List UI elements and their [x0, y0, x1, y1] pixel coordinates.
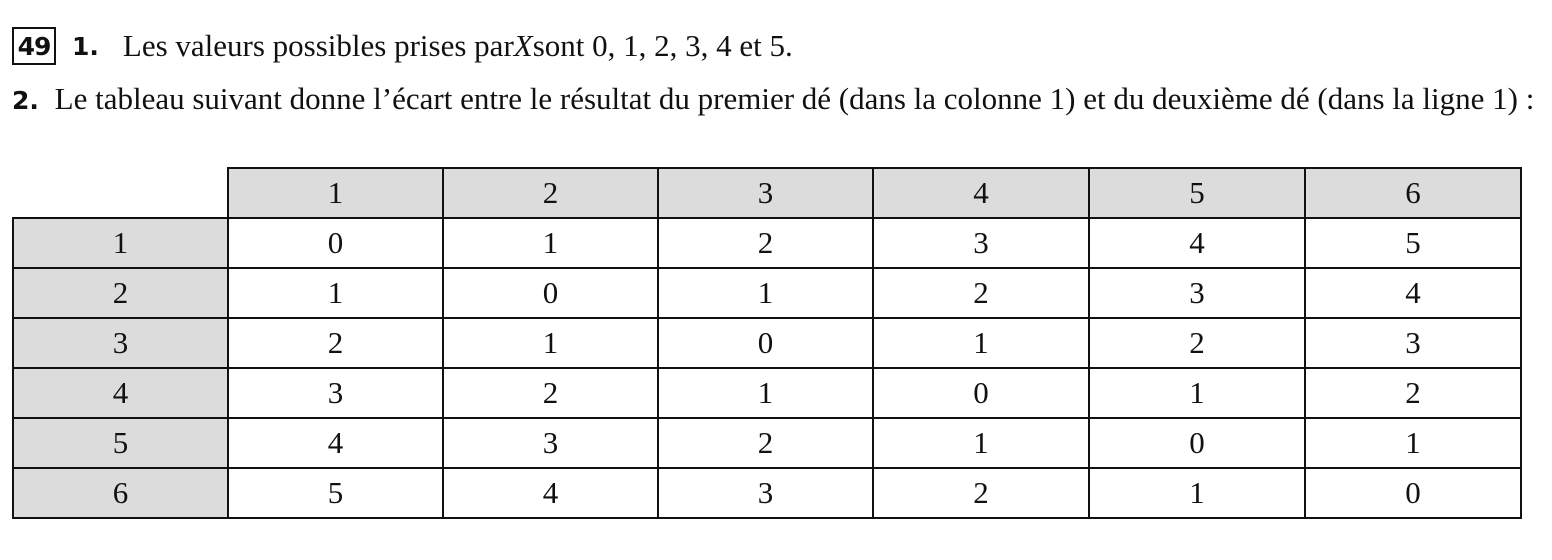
- column-header: 5: [1089, 168, 1305, 218]
- table-cell: 0: [873, 368, 1089, 418]
- question-1-label: 1.: [72, 31, 99, 61]
- table-cell: 0: [228, 218, 443, 268]
- row-header: 2: [13, 268, 228, 318]
- table-row: [13, 218, 1521, 268]
- column-header: 1: [228, 168, 443, 218]
- table-row: [13, 418, 1521, 468]
- row-header: 6: [13, 468, 228, 518]
- table-cell: 3: [443, 418, 658, 468]
- exercise-number-badge: 49: [12, 27, 56, 65]
- question-1-text-after: sont 0, 1, 2, 3, 4 et 5.: [532, 28, 793, 63]
- table-header-row: [13, 168, 1521, 218]
- table-cell: 2: [658, 218, 873, 268]
- question-1-text-before: Les valeurs possibles prises par: [122, 28, 514, 63]
- difference-table: [12, 167, 1522, 519]
- column-header: 2: [443, 168, 658, 218]
- table-cell: 3: [873, 218, 1089, 268]
- table-cell: 4: [228, 418, 443, 468]
- table-row: [13, 468, 1521, 518]
- table-cell: 1: [873, 318, 1089, 368]
- table-cell: 4: [1089, 218, 1305, 268]
- table-cell: 0: [443, 268, 658, 318]
- table-cell: 1: [228, 268, 443, 318]
- table-cell: 1: [1089, 368, 1305, 418]
- table-cell: 1: [443, 218, 658, 268]
- question-2-text: Le tableau suivant donne l’écart entre le résultat du premier dé (dans la colonne 1) et du deuxième dé (dans la ligne 1) :: [46, 81, 1535, 116]
- column-header: 3: [658, 168, 873, 218]
- table-cell: 2: [873, 268, 1089, 318]
- table-cell: 2: [1089, 318, 1305, 368]
- table-corner-cell: [13, 168, 228, 218]
- question-2-label: 2.: [12, 86, 39, 115]
- table-cell: 2: [1305, 368, 1521, 418]
- table-cell: 1: [1305, 418, 1521, 468]
- question-1: [12, 24, 793, 68]
- table-cell: 3: [1305, 318, 1521, 368]
- table-cell: 1: [443, 318, 658, 368]
- table-row: [13, 368, 1521, 418]
- question-1-variable: X: [513, 28, 533, 63]
- table-cell: 1: [658, 368, 873, 418]
- row-header: 5: [13, 418, 228, 468]
- table-cell: 2: [873, 468, 1089, 518]
- table-cell: 5: [1305, 218, 1521, 268]
- row-header: 3: [13, 318, 228, 368]
- table-cell: 0: [658, 318, 873, 368]
- table-row: [13, 318, 1521, 368]
- table-cell: 1: [873, 418, 1089, 468]
- question-2: [12, 78, 1542, 121]
- table-cell: 3: [228, 368, 443, 418]
- table-cell: 0: [1089, 418, 1305, 468]
- column-header: 6: [1305, 168, 1521, 218]
- table-cell: 0: [1305, 468, 1521, 518]
- table-cell: 2: [658, 418, 873, 468]
- column-header: 4: [873, 168, 1089, 218]
- row-header: 4: [13, 368, 228, 418]
- table-cell: 3: [1089, 268, 1305, 318]
- table-cell: 4: [1305, 268, 1521, 318]
- table-cell: 1: [1089, 468, 1305, 518]
- table-cell: 3: [658, 468, 873, 518]
- table-cell: 4: [443, 468, 658, 518]
- table-cell: 2: [228, 318, 443, 368]
- table-row: [13, 268, 1521, 318]
- table-cell: 5: [228, 468, 443, 518]
- row-header: 1: [13, 218, 228, 268]
- table-cell: 1: [658, 268, 873, 318]
- table-cell: 2: [443, 368, 658, 418]
